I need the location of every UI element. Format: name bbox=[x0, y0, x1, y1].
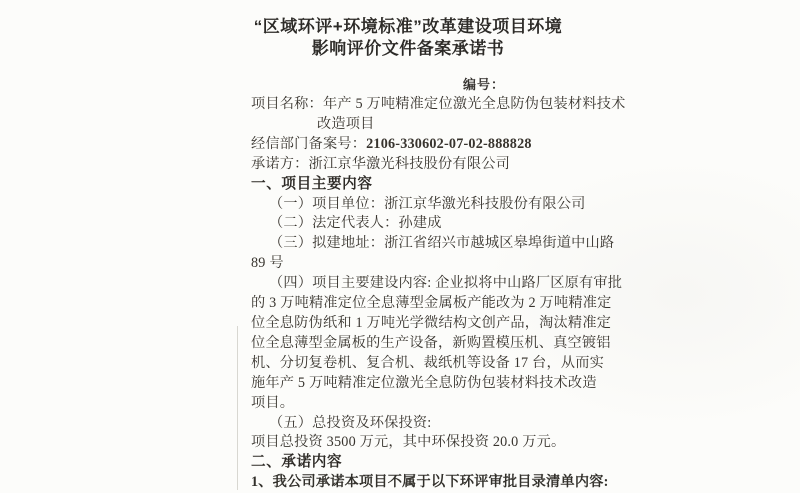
project-name-line2: 改造项目 bbox=[317, 115, 375, 132]
construction-content-line6: 施年产 5 万吨精准定位激光全息防伪包装材料技术改造 bbox=[251, 374, 597, 391]
project-name-line1: 项目名称：年产 5 万吨精准定位激光全息防伪包装材料技术 bbox=[251, 96, 626, 112]
project-unit-line: （一）项目单位：浙江京华激光科技股份有限公司 bbox=[269, 195, 586, 212]
promisor-line: 承诺方：浙江京华激光科技股份有限公司 bbox=[251, 155, 510, 172]
section2-heading: 二、承诺内容 bbox=[251, 454, 343, 471]
construction-content-line3: 位全息防伪纸和 1 万吨光学微结构文创产品，淘汰精准定 bbox=[251, 314, 612, 331]
construction-content-line5: 机、分切复卷机、复合机、裁纸机等设备 17 台，从而实 bbox=[251, 354, 604, 371]
legal-representative-line: （二）法定代表人：孙建成 bbox=[269, 215, 442, 232]
record-number-line bbox=[251, 135, 627, 155]
address-line2: 89 号 bbox=[251, 255, 284, 272]
construction-content-line7: 项目。 bbox=[251, 394, 295, 411]
section1-heading: 一、项目主要内容 bbox=[251, 175, 373, 192]
document-title-line2: 影响评价文件备案承诺书 bbox=[311, 39, 505, 58]
construction-content-line4: 位全息薄型金属板的生产设备，新购置模压机、真空镀铝 bbox=[251, 334, 611, 351]
record-number-label: 经信部门备案号： bbox=[251, 135, 367, 152]
investment-heading-line: （五）总投资及环保投资: bbox=[269, 414, 432, 431]
serial-number-label: 编号： bbox=[463, 77, 506, 92]
record-number-value: 2106-330602-07-02-888828 bbox=[366, 135, 532, 152]
construction-content-line2: 的 3 万吨精准定位全息薄型金属板产能改为 2 万吨精准定 bbox=[251, 295, 612, 312]
document-body bbox=[251, 95, 627, 493]
document-title bbox=[213, 16, 603, 60]
investment-detail-line: 项目总投资 3500 万元，其中环保投资 20.0 万元。 bbox=[251, 434, 566, 451]
address-line1: （三）拟建地址：浙江省绍兴市越城区皋埠街道中山路 bbox=[269, 235, 615, 252]
scan-artifact-line bbox=[237, 326, 238, 490]
commitment-item-1: 1、我公司承诺本项目不属于以下环评审批目录清单内容: bbox=[251, 474, 609, 491]
construction-content-line1: （四）项目主要建设内容: 企业拟将中山路厂区原有审批 bbox=[269, 275, 623, 292]
serial-number-field bbox=[463, 74, 505, 93]
document-title-line1: “区域环评+环境标准”改革建设项目环境 bbox=[253, 17, 563, 36]
